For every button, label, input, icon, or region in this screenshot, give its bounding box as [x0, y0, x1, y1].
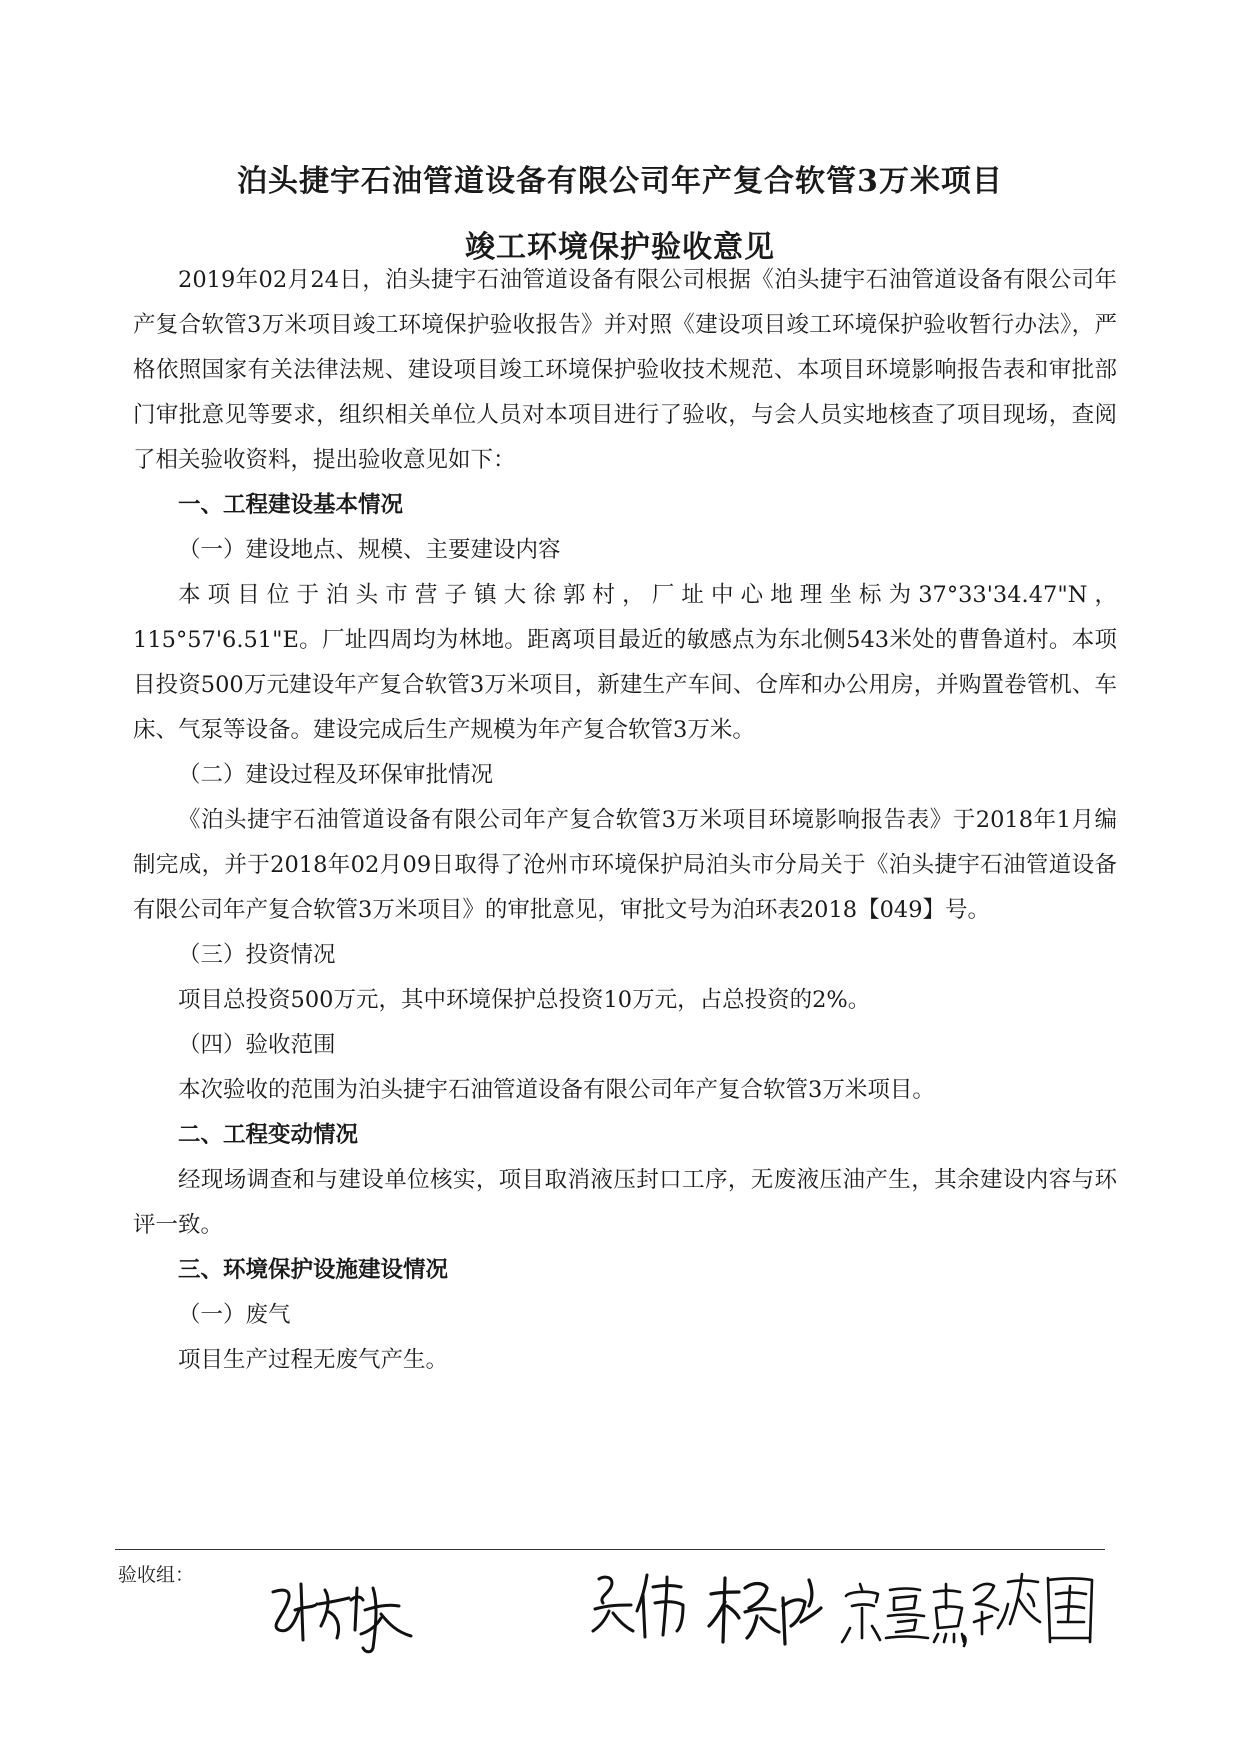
- signature-5: [968, 1568, 1098, 1648]
- acceptance-group-label: 验收组：: [118, 1564, 195, 1586]
- document-body: [133, 258, 1117, 1383]
- document-title: 泊头捷宇石油管道设备有限公司年产复合软管3万米项目: [237, 164, 1003, 199]
- paragraph-1-2: 《泊头捷宇石油管道设备有限公司年产复合软管3万米项目环境影响报告表》于2018年1月编制完成，并于2018年02月09日取得了沧州市环境保护局泊头市分局关于《泊头捷宇石油管道设备有限公司年产复合软管3万米项目》的审批意见，审批文号为泊环表2018【049】号。: [133, 807, 1117, 923]
- subsection-heading-1-1: （一）建设地点、规模、主要建设内容: [178, 537, 561, 563]
- subsection-heading-1-4: （四）验收范围: [178, 1032, 336, 1058]
- section-heading-2: 二、工程变动情况: [178, 1122, 359, 1148]
- paragraph-2: 经现场调查和与建设单位核实，项目取消液压封口工序，无废液压油产生，其余建设内容与环评一致。: [133, 1167, 1117, 1238]
- signature-2: [585, 1565, 695, 1645]
- section-heading-3: 三、环境保护设施建设情况: [178, 1257, 449, 1283]
- paragraph-3-1: 项目生产过程无废气产生。: [178, 1347, 449, 1373]
- paragraph-1-1: 本项目位于泊头市营子镇大徐郭村，厂址中心地理坐标为37°33'34.47"N，115°57'6.51"E。厂址四周均为林地。距离项目最近的敏感点为东北侧543米处的曹鲁道村。本项目投资500万元建设年产复合软管3万米项目，新建生产车间、仓库和办公用房，并购置卷管机、车床、气泵等设备。建设完成后生产规模为年产复合软管3万米。: [133, 582, 1117, 743]
- section-heading-1: 一、工程建设基本情况: [178, 492, 404, 518]
- paragraph-1-4: 本次验收的范围为泊头捷宇石油管道设备有限公司年产复合软管3万米项目。: [178, 1077, 935, 1103]
- signature-1: [265, 1570, 425, 1660]
- subsection-heading-3-1: （一）废气: [178, 1302, 291, 1328]
- document-subtitle: 竣工环境保护验收意见: [465, 230, 775, 265]
- intro-paragraph: 2019年02月24日，泊头捷宇石油管道设备有限公司根据《泊头捷宇石油管道设备有限公司年产复合软管3万米项目竣工环境保护验收报告》并对照《建设项目竣工环境保护验收暂行办法》，严格依照国家有关法律法规、建设项目竣工环境保护验收技术规范、本项目环境影响报告表和审批部门审批意见等要求，组织相关单位人员对本项目进行了验收，与会人员实地核查了项目现场，查阅了相关验收资料，提出验收意见如下：: [133, 267, 1117, 473]
- signature-3: [705, 1568, 825, 1648]
- signature-4: [838, 1578, 968, 1648]
- paragraph-1-3: 项目总投资500万元，其中环境保护总投资10万元，占总投资的2%。: [178, 987, 871, 1013]
- footer-divider: [115, 1549, 1105, 1550]
- subsection-heading-1-3: （三）投资情况: [178, 942, 336, 968]
- subsection-heading-1-2: （二）建设过程及环保审批情况: [178, 762, 494, 788]
